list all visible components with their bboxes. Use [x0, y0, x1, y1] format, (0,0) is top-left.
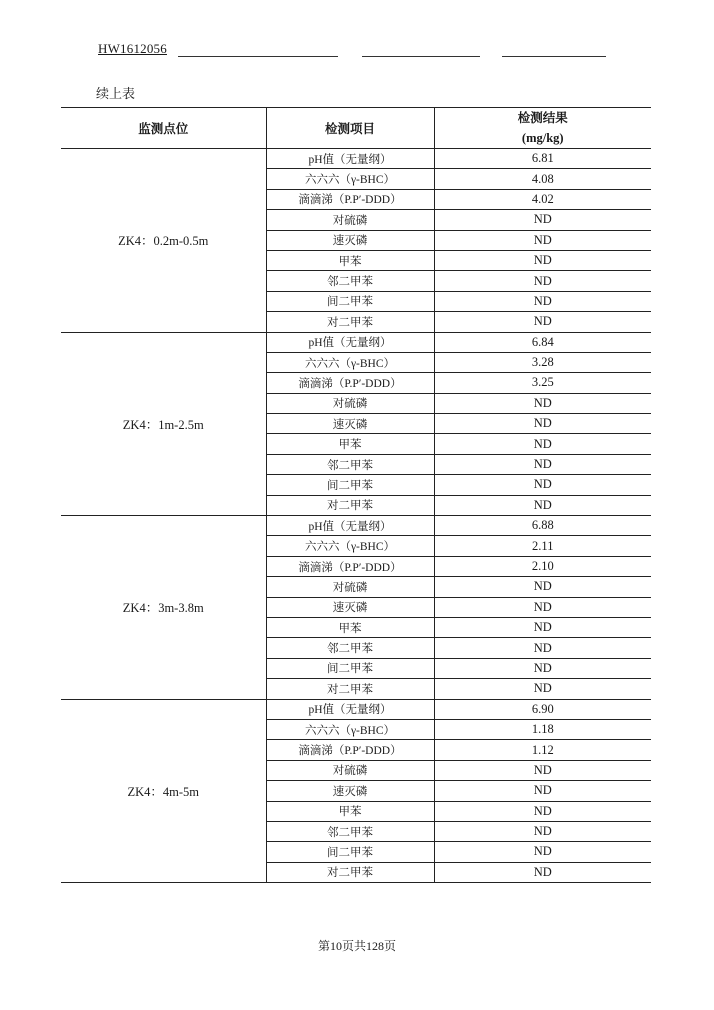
test-item-cell: 六六六（γ-BHC） [266, 536, 434, 556]
test-item-cell: 间二甲苯 [266, 475, 434, 495]
test-result-cell: 6.84 [434, 332, 651, 352]
test-item-cell: 间二甲苯 [266, 291, 434, 311]
test-result-cell: ND [434, 312, 651, 332]
test-item-cell: 间二甲苯 [266, 658, 434, 678]
test-item-cell: 对硫磷 [266, 760, 434, 780]
header-rule [178, 56, 338, 57]
test-result-cell: 1.12 [434, 740, 651, 760]
test-result-cell: ND [434, 862, 651, 882]
column-header-point: 监测点位 [61, 108, 266, 149]
test-item-cell: 甲苯 [266, 801, 434, 821]
test-result-cell: ND [434, 271, 651, 291]
test-item-cell: pH值（无量纲） [266, 516, 434, 536]
test-item-cell: 滴滴涕（P.P′-DDD） [266, 189, 434, 209]
test-item-cell: 速灭磷 [266, 414, 434, 434]
test-result-cell: ND [434, 291, 651, 311]
test-item-cell: 速灭磷 [266, 781, 434, 801]
column-header-result [434, 108, 651, 149]
test-item-cell: 邻二甲苯 [266, 638, 434, 658]
test-result-cell: ND [434, 821, 651, 841]
test-result-cell: 6.81 [434, 149, 651, 169]
header-rule [362, 56, 480, 57]
test-result-cell: 2.10 [434, 556, 651, 576]
monitoring-point-cell: ZK4：0.2m-0.5m [61, 149, 266, 333]
test-item-cell: pH值（无量纲） [266, 149, 434, 169]
test-item-cell: 六六六（γ-BHC） [266, 719, 434, 739]
test-result-cell: ND [434, 679, 651, 699]
test-item-cell: 对二甲苯 [266, 495, 434, 515]
test-item-cell: 六六六（γ-BHC） [266, 352, 434, 372]
test-item-cell: 甲苯 [266, 434, 434, 454]
test-item-cell: pH值（无量纲） [266, 332, 434, 352]
column-header-result-title: 检测结果 [517, 111, 568, 125]
test-result-cell: ND [434, 658, 651, 678]
test-result-cell: ND [434, 638, 651, 658]
column-header-item: 检测项目 [266, 108, 434, 149]
table-row [61, 332, 651, 352]
test-result-cell: ND [434, 577, 651, 597]
results-table [61, 107, 651, 883]
table-body [61, 149, 651, 883]
test-result-cell: ND [434, 414, 651, 434]
test-item-cell: 滴滴涕（P.P′-DDD） [266, 556, 434, 576]
column-header-result-unit: (mg/kg) [521, 131, 564, 145]
test-result-cell: ND [434, 617, 651, 637]
test-result-cell: 4.08 [434, 169, 651, 189]
test-result-cell: ND [434, 495, 651, 515]
test-item-cell: 对硫磷 [266, 393, 434, 413]
page-number: 第10页共128页 [317, 939, 396, 953]
test-item-cell: 速灭磷 [266, 597, 434, 617]
test-result-cell: 6.90 [434, 699, 651, 719]
continued-table-label: 续上表 [96, 86, 136, 101]
table-header-row [61, 108, 651, 149]
test-item-cell: 滴滴涕（P.P′-DDD） [266, 740, 434, 760]
header-rule [502, 56, 606, 57]
test-result-cell: ND [434, 597, 651, 617]
test-item-cell: 速灭磷 [266, 230, 434, 250]
test-item-cell: 邻二甲苯 [266, 271, 434, 291]
test-item-cell: 甲苯 [266, 250, 434, 270]
table-row [61, 149, 651, 169]
monitoring-point-cell: ZK4：1m-2.5m [61, 332, 266, 516]
test-item-cell: 邻二甲苯 [266, 821, 434, 841]
test-result-cell: 3.28 [434, 352, 651, 372]
test-result-cell: ND [434, 393, 651, 413]
test-item-cell: 甲苯 [266, 617, 434, 637]
test-item-cell: 滴滴涕（P.P′-DDD） [266, 373, 434, 393]
monitoring-point-cell: ZK4：3m-3.8m [61, 516, 266, 700]
test-result-cell: 2.11 [434, 536, 651, 556]
table-row [61, 516, 651, 536]
test-item-cell: 对二甲苯 [266, 862, 434, 882]
test-result-cell: ND [434, 434, 651, 454]
test-item-cell: pH值（无量纲） [266, 699, 434, 719]
test-item-cell: 对硫磷 [266, 577, 434, 597]
test-result-cell: ND [434, 760, 651, 780]
test-item-cell: 邻二甲苯 [266, 454, 434, 474]
test-result-cell: ND [434, 454, 651, 474]
table-row [61, 699, 651, 719]
test-item-cell: 间二甲苯 [266, 842, 434, 862]
test-item-cell: 对二甲苯 [266, 679, 434, 699]
report-number: HW1612056 [98, 41, 167, 56]
test-item-cell: 对二甲苯 [266, 312, 434, 332]
test-result-cell: 3.25 [434, 373, 651, 393]
test-result-cell: ND [434, 210, 651, 230]
test-result-cell: ND [434, 230, 651, 250]
test-result-cell: ND [434, 250, 651, 270]
test-item-cell: 六六六（γ-BHC） [266, 169, 434, 189]
monitoring-point-cell: ZK4：4m-5m [61, 699, 266, 883]
test-result-cell: ND [434, 801, 651, 821]
test-result-cell: ND [434, 475, 651, 495]
test-result-cell: 1.18 [434, 719, 651, 739]
test-result-cell: 6.88 [434, 516, 651, 536]
test-result-cell: ND [434, 842, 651, 862]
test-result-cell: ND [434, 781, 651, 801]
test-item-cell: 对硫磷 [266, 210, 434, 230]
test-result-cell: 4.02 [434, 189, 651, 209]
